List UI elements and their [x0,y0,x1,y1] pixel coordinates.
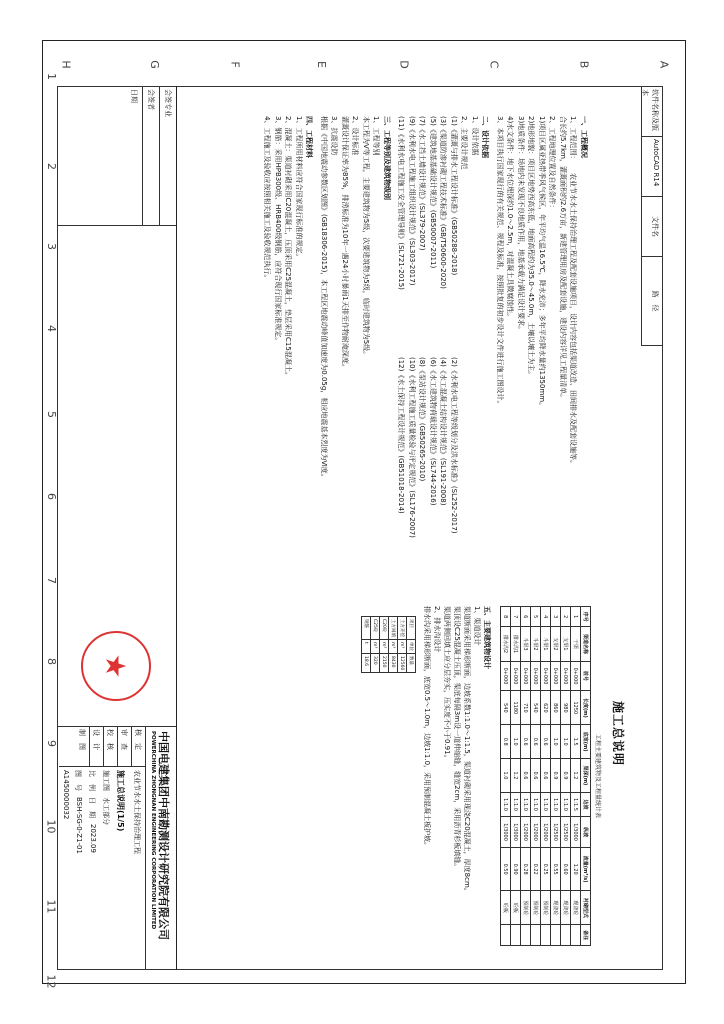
ruler-letter: C [487,60,501,69]
stage-label: 施工图 [102,770,110,791]
small-table-body [362,617,416,673]
code-item: (9)《水利水电工程施工组织设计规范》(SL303-2017) [408,116,416,286]
right-column [361,606,603,946]
small-table-row [407,617,416,673]
table-cell [571,925,581,946]
table-cell: 860 [551,691,561,725]
code-list [396,116,459,586]
file-label: 文件名 [642,197,662,257]
table-cell: 干渠 [571,627,581,661]
scale-label: 比 例 [88,770,96,791]
small-table-row [380,617,389,673]
table-cell: 现浇砼 [561,891,571,925]
ruler-letter: F [228,61,242,68]
table-header-row [581,607,591,946]
countersign-label: 会签专业 [159,86,176,225]
table-header-cell: 桩号 [581,661,591,691]
note-line: 4、工程施工及验收应按照相关施工及验收规范执行。 [263,116,272,282]
small-table-cell: 土方回填 [389,617,398,640]
table-cell: 0.6 [531,759,541,793]
small-table-cell: 钢筋 [362,617,371,640]
small-table-cell: m³ [389,640,398,654]
ruler-number: 10 [44,819,58,834]
role-design: 设 计 [89,727,103,766]
code-item: (8)《泵站设计规范》(GB50265-2010) [418,357,427,482]
small-table-cell: m³ [398,640,407,654]
date-value: 2023.09 [89,824,97,853]
table-row [551,607,561,946]
role-draw: 制 图 [78,729,86,750]
small-quantity-table [361,616,416,673]
code-item: (2)《水利水电工程等级划分及洪水标准》(SL252-2017) [450,357,458,534]
ruler-letter: H [59,60,73,69]
table-cell: 1.5 [571,725,581,759]
role-approve: 核 定 [131,727,145,766]
small-table-cell: 18.6 [362,654,371,673]
small-table-cell: 12560 [398,654,407,673]
table-cell: 3 [551,607,561,627]
ruler-number: 2 [45,163,58,170]
code-item: (1)《灌溉与排水工程设计标准》(GB50288-2018) [450,116,458,276]
section-heading: 二、设计依据 [481,116,490,158]
table-cell: 0+000 [571,661,581,691]
note-line: 渠顶设C25混凝土压顶，渠底每隔3m设一道伸缩缝，缝宽2cm，采用沥青杉板填缝。 [453,606,461,871]
table-cell: 1.0 [501,759,511,793]
code-item: (12)《水土保持工程设计规范》(GB51018-2014) [397,357,406,514]
note-line: 4)水文条件：地下水位埋深约1.0～2.5m，对混凝土具微腐蚀性。 [506,116,515,321]
note-line: 3、本项目执行国家现行的有关规范、规程及标准，按照批复的初步设计文件进行施工图设计。 [496,116,504,408]
table-cell: 斗渠3 [521,627,531,661]
ruler-number: 7 [45,577,58,584]
table-cell: 砼板 [501,891,511,925]
table-cell: 4 [541,607,551,627]
table-cell [561,925,571,946]
table-cell: 1:1.0 [511,792,521,816]
table-body [501,607,581,946]
small-table-cell: 2150 [380,654,389,673]
note-line: 2)地形地貌：项目区地势西高东低，地面高程约为35.0～45.0m，土壤以壤土为主。 [527,116,536,379]
table-cell [501,925,511,946]
table-cell: 0.28 [521,847,531,890]
table-cell: 2 [561,607,571,627]
ruler-number: 3 [45,243,58,250]
code-item: (10)《水利工程施工质量检验与评定规范》(SL176-2007) [408,357,416,538]
table-row [521,607,531,946]
note-line: 2、混凝土：渠道衬砌采用C20混凝土，压顶采用C25混凝土，垫层采用C15混凝土。 [284,116,293,379]
table-cell: 1.2 [511,759,521,793]
table-cell: 1.0 [551,725,561,759]
seal-star-icon: ★ [99,653,133,679]
table-row [541,607,551,946]
table-cell: 0.6 [541,725,551,759]
table-cell: 0.22 [531,847,541,890]
table-cell: 0.8 [501,725,511,759]
sub-heading: 1、渠道设计 [473,606,481,646]
table-cell: 支渠1 [561,627,571,661]
small-table-cell: 320 [371,654,380,673]
table-cell: 0.6 [521,725,531,759]
table-cell: 排水沟1 [511,627,521,661]
ruler-number: 4 [45,325,58,332]
table-header-cell: 纵坡 [581,817,591,848]
small-table-row [389,617,398,673]
design-no: A1450000032 [62,770,70,820]
table-cell: 0.9 [561,759,571,793]
discipline-label: 水工部分 [102,797,110,825]
company-name: 中国电建集团中南勘测设计研究院有限公司 [157,731,170,940]
code-item: (11)《水利水电工程施工安全管理导则》(SL721-2015) [397,116,406,290]
small-table-cell: 土方开挖 [398,617,407,640]
table-caption: 工程主要建筑物及工程量统计表 [594,733,601,818]
table-cell: 0+000 [551,661,561,691]
project-name: 农业节水水土保持治理工程 [133,770,141,854]
table-cell [541,925,551,946]
table-cell: 1/3000 [511,817,521,848]
table-cell: 0.25 [541,847,551,890]
ruler-number: 11 [44,899,58,914]
table-cell: 620 [541,691,551,725]
quantity-table [500,606,591,946]
section-heading: 四、工程材料 [305,116,314,158]
software-value: AutoCAD R14 [642,137,662,197]
ruler-number: 5 [45,411,58,418]
title-block [57,86,177,970]
ruler-letter: E [314,61,328,68]
table-cell: 0.6 [531,725,541,759]
table-cell: 现浇砼 [571,891,581,925]
table-cell: 1:1.0 [541,792,551,816]
table-cell: 1:1.0 [561,792,571,816]
note-line: 3、抗震设防 [330,116,339,156]
ruler-number: 6 [45,493,58,500]
table-header-cell: 边坡 [581,792,591,816]
small-table-cell: 数量 [407,654,416,673]
table-cell: 7 [511,607,521,627]
table-cell: 预制砼 [531,891,541,925]
table-header-cell: 长度(m) [581,691,591,725]
table-header-cell: 衬砌型式 [581,891,591,925]
table-cell: 现浇砼 [551,891,561,925]
software-label: 软件名称及版本 [642,87,662,137]
note-line: 根据《中国地震动参数区划图》(GB18306-2015)，本工程区地震动峰值加速度为0.05g，相应地震基本烈度为Ⅵ度。 [320,116,328,481]
countersign-person: 会签者 [142,86,159,225]
table-cell: 1250 [571,691,581,725]
company-area [57,726,176,970]
table-cell [551,925,561,946]
table-header-cell: 底宽(m) [581,725,591,759]
table-cell: 1/2000 [531,817,541,848]
code-item: (3)《渠道防渗衬砌工程技术标准》(GB/T50600-2020) [439,116,448,289]
table-cell: 5 [531,607,541,627]
table-cell: 预制砼 [521,891,531,925]
code-item: (5)《建筑地基基础设计规范》(GB50007-2011) [429,116,437,269]
company-seal-icon [81,631,151,701]
small-table-row [371,617,380,673]
small-table-cell: t [362,640,371,654]
table-cell [511,925,521,946]
table-cell: 0.6 [521,759,531,793]
table-cell: 排水沟2 [501,627,511,661]
small-table-row [398,617,407,673]
table-cell: 0+000 [541,661,551,691]
table-cell: 1.2 [571,759,581,793]
role-check: 校 核 [103,727,117,766]
table-row [561,607,571,946]
ruler-letter: A [657,60,671,69]
code-item: (4)《水工混凝土结构设计规范》(SL191-2008) [439,357,448,506]
table-cell: 1.20 [571,847,581,890]
table-header-cell: 序号 [581,607,591,627]
path-label: 路 径 [651,290,659,312]
table-header-cell: 备注 [581,925,591,946]
table-row [571,607,581,946]
note-line: 1、工程等别 [372,116,381,156]
table-cell: 1/2500 [561,817,571,848]
sub-heading: 1、设计依据 [471,116,479,156]
table-cell: 斗渠2 [531,627,541,661]
table-cell: 斗渠1 [541,627,551,661]
note-line: 本工程为Ⅴ等工程，主要建筑物为5级，次要建筑物为5级，临时建筑物为5级。 [362,116,370,359]
company-name-en: POWERCHINA ZHONGNAN ENGINEERING CORPORATION LIMITED [150,731,156,930]
table-cell: 0.50 [501,847,511,890]
table-cell: 0.60 [561,847,571,890]
table-cell: 1 [571,607,581,627]
table-cell: 540 [531,691,541,725]
table-cell: 6 [521,607,531,627]
table-cell: 1/2000 [541,817,551,848]
note-line: 2、排水沟设计 [433,606,441,653]
code-item: (7)《水工挡土墙设计规范》(SL379-2007) [418,116,427,251]
table-cell: 1.0 [511,725,521,759]
table-cell: 1.0 [561,725,571,759]
table-cell: 980 [561,691,571,725]
table-cell [531,925,541,946]
small-table-cell: C25砼 [371,617,380,640]
note-line: 3)地质条件：场地内未发现不良地质作用，地基承载力满足设计要求。 [517,116,525,334]
table-header-cell: 渠深(m) [581,759,591,793]
table-cell: 0.90 [511,847,521,890]
ruler-letter: G [147,60,161,69]
ruler-number: 8 [45,658,58,665]
note-line: 1、工程所用材料应符合国家现行标准的规定。 [295,116,303,261]
small-table-cell: 单位 [407,640,416,654]
small-table-row [362,617,371,673]
table-cell: 1:1.0 [521,792,531,816]
drawing-sheet [57,86,663,970]
table-cell: 1/2000 [521,817,531,848]
small-table-cell: C20砼 [380,617,389,640]
table-cell: 0+000 [511,661,521,691]
note-line: 1)项目区属亚热带季风气候区，年平均气温16.5℃，降水充沛；多年平均降水量约1350mm。 [538,116,546,410]
ruler-number: 1 [45,73,58,80]
role-review: 审 查 [117,727,131,766]
date-label: 日 期 [88,797,96,818]
note-line: 2、设计标准 [351,116,360,156]
countersign-area [57,86,176,226]
table-cell: 8 [501,607,511,627]
table-header-cell: 渠道名称 [581,627,591,661]
ruler-letter: D [397,60,411,69]
table-cell: 540 [501,691,511,725]
table-cell: 1:1.0 [501,792,511,816]
table-header-cell: 流量(m³/s) [581,847,591,890]
table-row [531,607,541,946]
table-cell: 0.6 [541,759,551,793]
table-cell: 710 [521,691,531,725]
note-line: 3、钢筋：采用HPB300级、HRB400级钢筋，应符合现行国家标准规定。 [274,116,282,345]
table-cell [521,925,531,946]
ruler-number: 9 [45,740,58,747]
note-line: 渠道两侧回填土应分层夯实，压实度不小于0.91。 [443,606,451,762]
table-cell: 1:1.0 [551,792,561,816]
table-cell: 0+000 [501,661,511,691]
general-notes [262,116,593,586]
table-cell: 预制砼 [541,891,551,925]
ruler-number: 12 [44,974,58,989]
countersign-date: 日期 [130,89,138,103]
table-row [501,607,511,946]
section-heading: 五、主要建筑物设计 [483,606,491,669]
table-cell: 0+000 [521,661,531,691]
table-cell: 0.55 [551,847,561,890]
page-title: 施工总说明 [611,701,625,767]
section-heading: 三、工程等别及建筑物级别 [383,116,391,200]
table-cell: 1/3000 [571,817,581,848]
drawing-no-value: BSH-SG-0-Z1-01 [75,797,83,854]
note-line: 灌溉设计保证率为85%，排涝标准为10年一遇24小时暴雨1天排至作物耐淹深度。 [341,116,349,371]
small-table-cell: 项目 [407,617,416,640]
table-cell: 1/3000 [501,817,511,848]
note-line: 合长约5.7km，灌溉面积约2.6万亩，新建管理用房及配套设施，建设内容详见工程量清单。 [559,116,567,402]
drawing-no-label: 图 号 [74,770,82,791]
table-cell: 1/2500 [551,817,561,848]
sub-heading: 2、主要设计规范 [460,116,469,170]
structure-notes [422,606,492,946]
note-line: 1、工程范围： 农业节水水土保持治理工程及配套设施项目，设计内容包括渠道改造、田间排水及配套设施等。 [569,116,578,467]
code-item: (6)《水工建筑物荷载设计规范》(SL744-2016) [429,357,437,506]
table-cell: 0+000 [561,661,571,691]
small-table-cell: m³ [380,640,389,654]
small-table-cell: 8430 [389,654,398,673]
table-cell: 1180 [511,691,521,725]
note-line: 渠道断面采用梯形断面，边坡系数1:1.0～1:1.5，渠道衬砌采用现浇C20混凝土，厚度8cm。 [463,606,471,895]
table-cell: 0.9 [551,759,561,793]
table-cell: 1:1.5 [571,792,581,816]
table-cell: 支渠2 [551,627,561,661]
table-cell: 砼板 [511,891,521,925]
table-cell: 0+000 [531,661,541,691]
small-table-cell: m³ [371,640,380,654]
section-heading: 一、工程概况 [580,116,588,158]
note-line: 排水沟采用梯形断面，底宽0.5～1.0m，边坡1:1.0，采用预制混凝土板护坡。 [423,606,431,850]
note-line: 2、工程地理位置及自然条件： [548,116,557,212]
table-cell: 1:1.0 [531,792,541,816]
drawing-name: 施工总说明(1/5) [116,770,125,832]
ruler-letter: B [577,60,591,69]
header-block [641,86,663,346]
table-row [511,607,521,946]
